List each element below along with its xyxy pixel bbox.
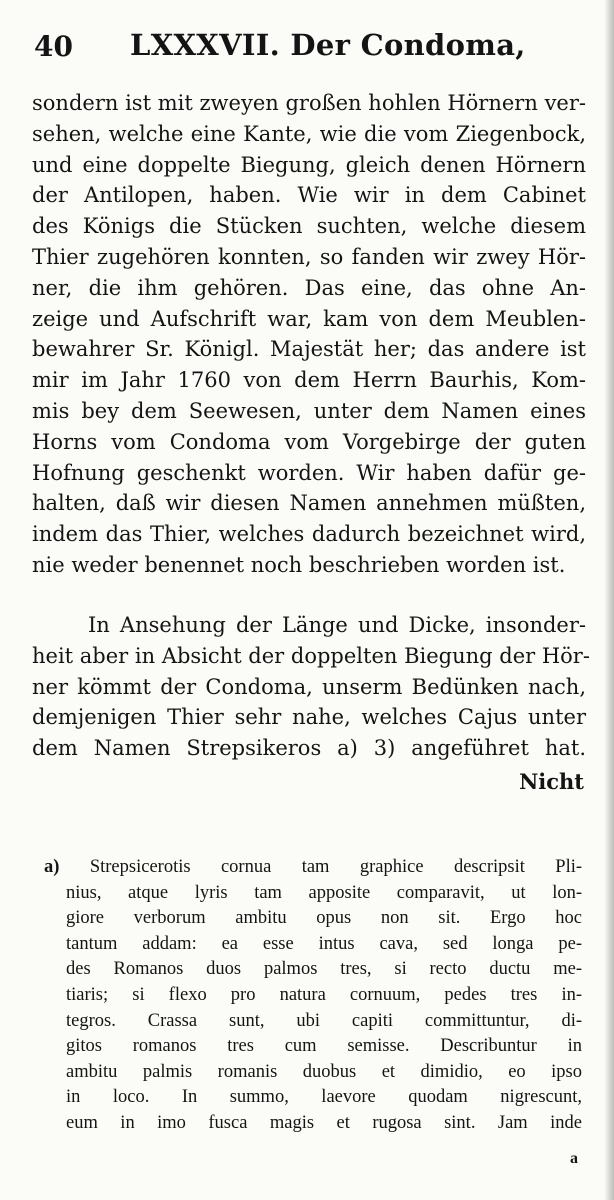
text-line: heit aber in Absicht der doppelten Biegung der Hör- <box>32 643 590 668</box>
text-line: sehen, welche eine Kante, wie die vom Ziegenbock, <box>32 121 586 146</box>
text-line: Hofnung geschenkt worden. Wir haben dafür ge- <box>32 460 586 485</box>
footnote-line: gitos romanos tres cum semisse. Describuntur in <box>66 1036 582 1057</box>
paragraph-1 <box>32 88 586 581</box>
footnote-line: tiaris; si flexo pro natura cornuum, pedes tres in- <box>66 984 582 1005</box>
footnote-line: nius, atque lyris tam apposite comparavit, ut lon- <box>66 882 582 903</box>
footnote-line: tegros. Crassa sunt, ubi capiti committuntur, di- <box>66 1010 582 1031</box>
text-line: nie weder benennet noch beschrieben worden ist. <box>32 552 566 577</box>
signature-mark: a <box>570 1150 578 1167</box>
text-line: indem das Thier, welches dadurch bezeichnet wird, <box>32 522 586 547</box>
footnote-line: in loco. In summo, laevore quodam nigrescunt, <box>66 1087 582 1108</box>
page-header <box>34 28 594 68</box>
footnote <box>44 855 582 1137</box>
text-line: der Antilopen, haben. Wie wir in dem Cabinet <box>32 183 586 208</box>
catchword: Nicht <box>519 769 584 794</box>
text-line: In Ansehung der Länge und Dicke, insonder- <box>88 613 586 637</box>
running-title: LXXXVII. Der Condoma, <box>130 28 526 62</box>
paragraph-2 <box>32 610 590 764</box>
text-line: dem Namen Strepsikeros a) 3) angeführet hat. <box>32 736 586 761</box>
footnote-line: eum in imo fusca magis et rugosa sint. Jam inde <box>66 1112 582 1133</box>
footnote-line: giore verborum ambitu opus non sit. Ergo hoc <box>66 908 582 929</box>
text-line: ner kömmt der Condoma, unserm Bedünken nach, <box>32 674 586 699</box>
page-edge-shadow <box>604 0 614 1200</box>
page-number: 40 <box>34 30 73 63</box>
text-line: Thier zugehören konnten, so fanden wir zwey Hör- <box>32 244 586 269</box>
text-line: und eine doppelte Biegung, gleich denen Hörnern <box>32 152 586 177</box>
text-line: mir im Jahr 1760 von dem Herrn Baurhis, Kom- <box>32 368 586 393</box>
text-line: zeige und Aufschrift war, kam von dem Meublen- <box>32 306 586 331</box>
text-line: bewahrer Sr. Königl. Majestät her; das andere ist <box>32 337 586 362</box>
text-line: sondern ist mit zweyen großen hohlen Hörnern ver- <box>32 91 586 115</box>
footnote-line: des Romanos duos palmos tres, si recto ductu me- <box>66 959 582 980</box>
text-line: des Königs die Stücken suchten, welche diesem <box>32 214 586 239</box>
footnote-line: ambitu palmis romanis duobus et dimidio, eo ipso <box>66 1061 582 1082</box>
footnote-line: tantum addam: ea esse intus cava, sed longa pe- <box>66 933 582 954</box>
text-line: mis bey dem Seewesen, unter dem Namen eines <box>32 398 586 423</box>
text-line: Horns vom Condoma vom Vorgebirge der guten <box>32 429 586 454</box>
text-line: halten, daß wir diesen Namen annehmen müßten, <box>32 491 586 516</box>
text-line: ner, die ihm gehören. Das eine, das ohne An- <box>32 275 586 300</box>
text-line: demjenigen Thier sehr nahe, welches Cajus unter <box>32 705 586 730</box>
footnote-line: Strepsicerotis cornua tam graphice descripsit Pli- <box>89 857 583 877</box>
footnote-marker: a) <box>44 857 60 877</box>
